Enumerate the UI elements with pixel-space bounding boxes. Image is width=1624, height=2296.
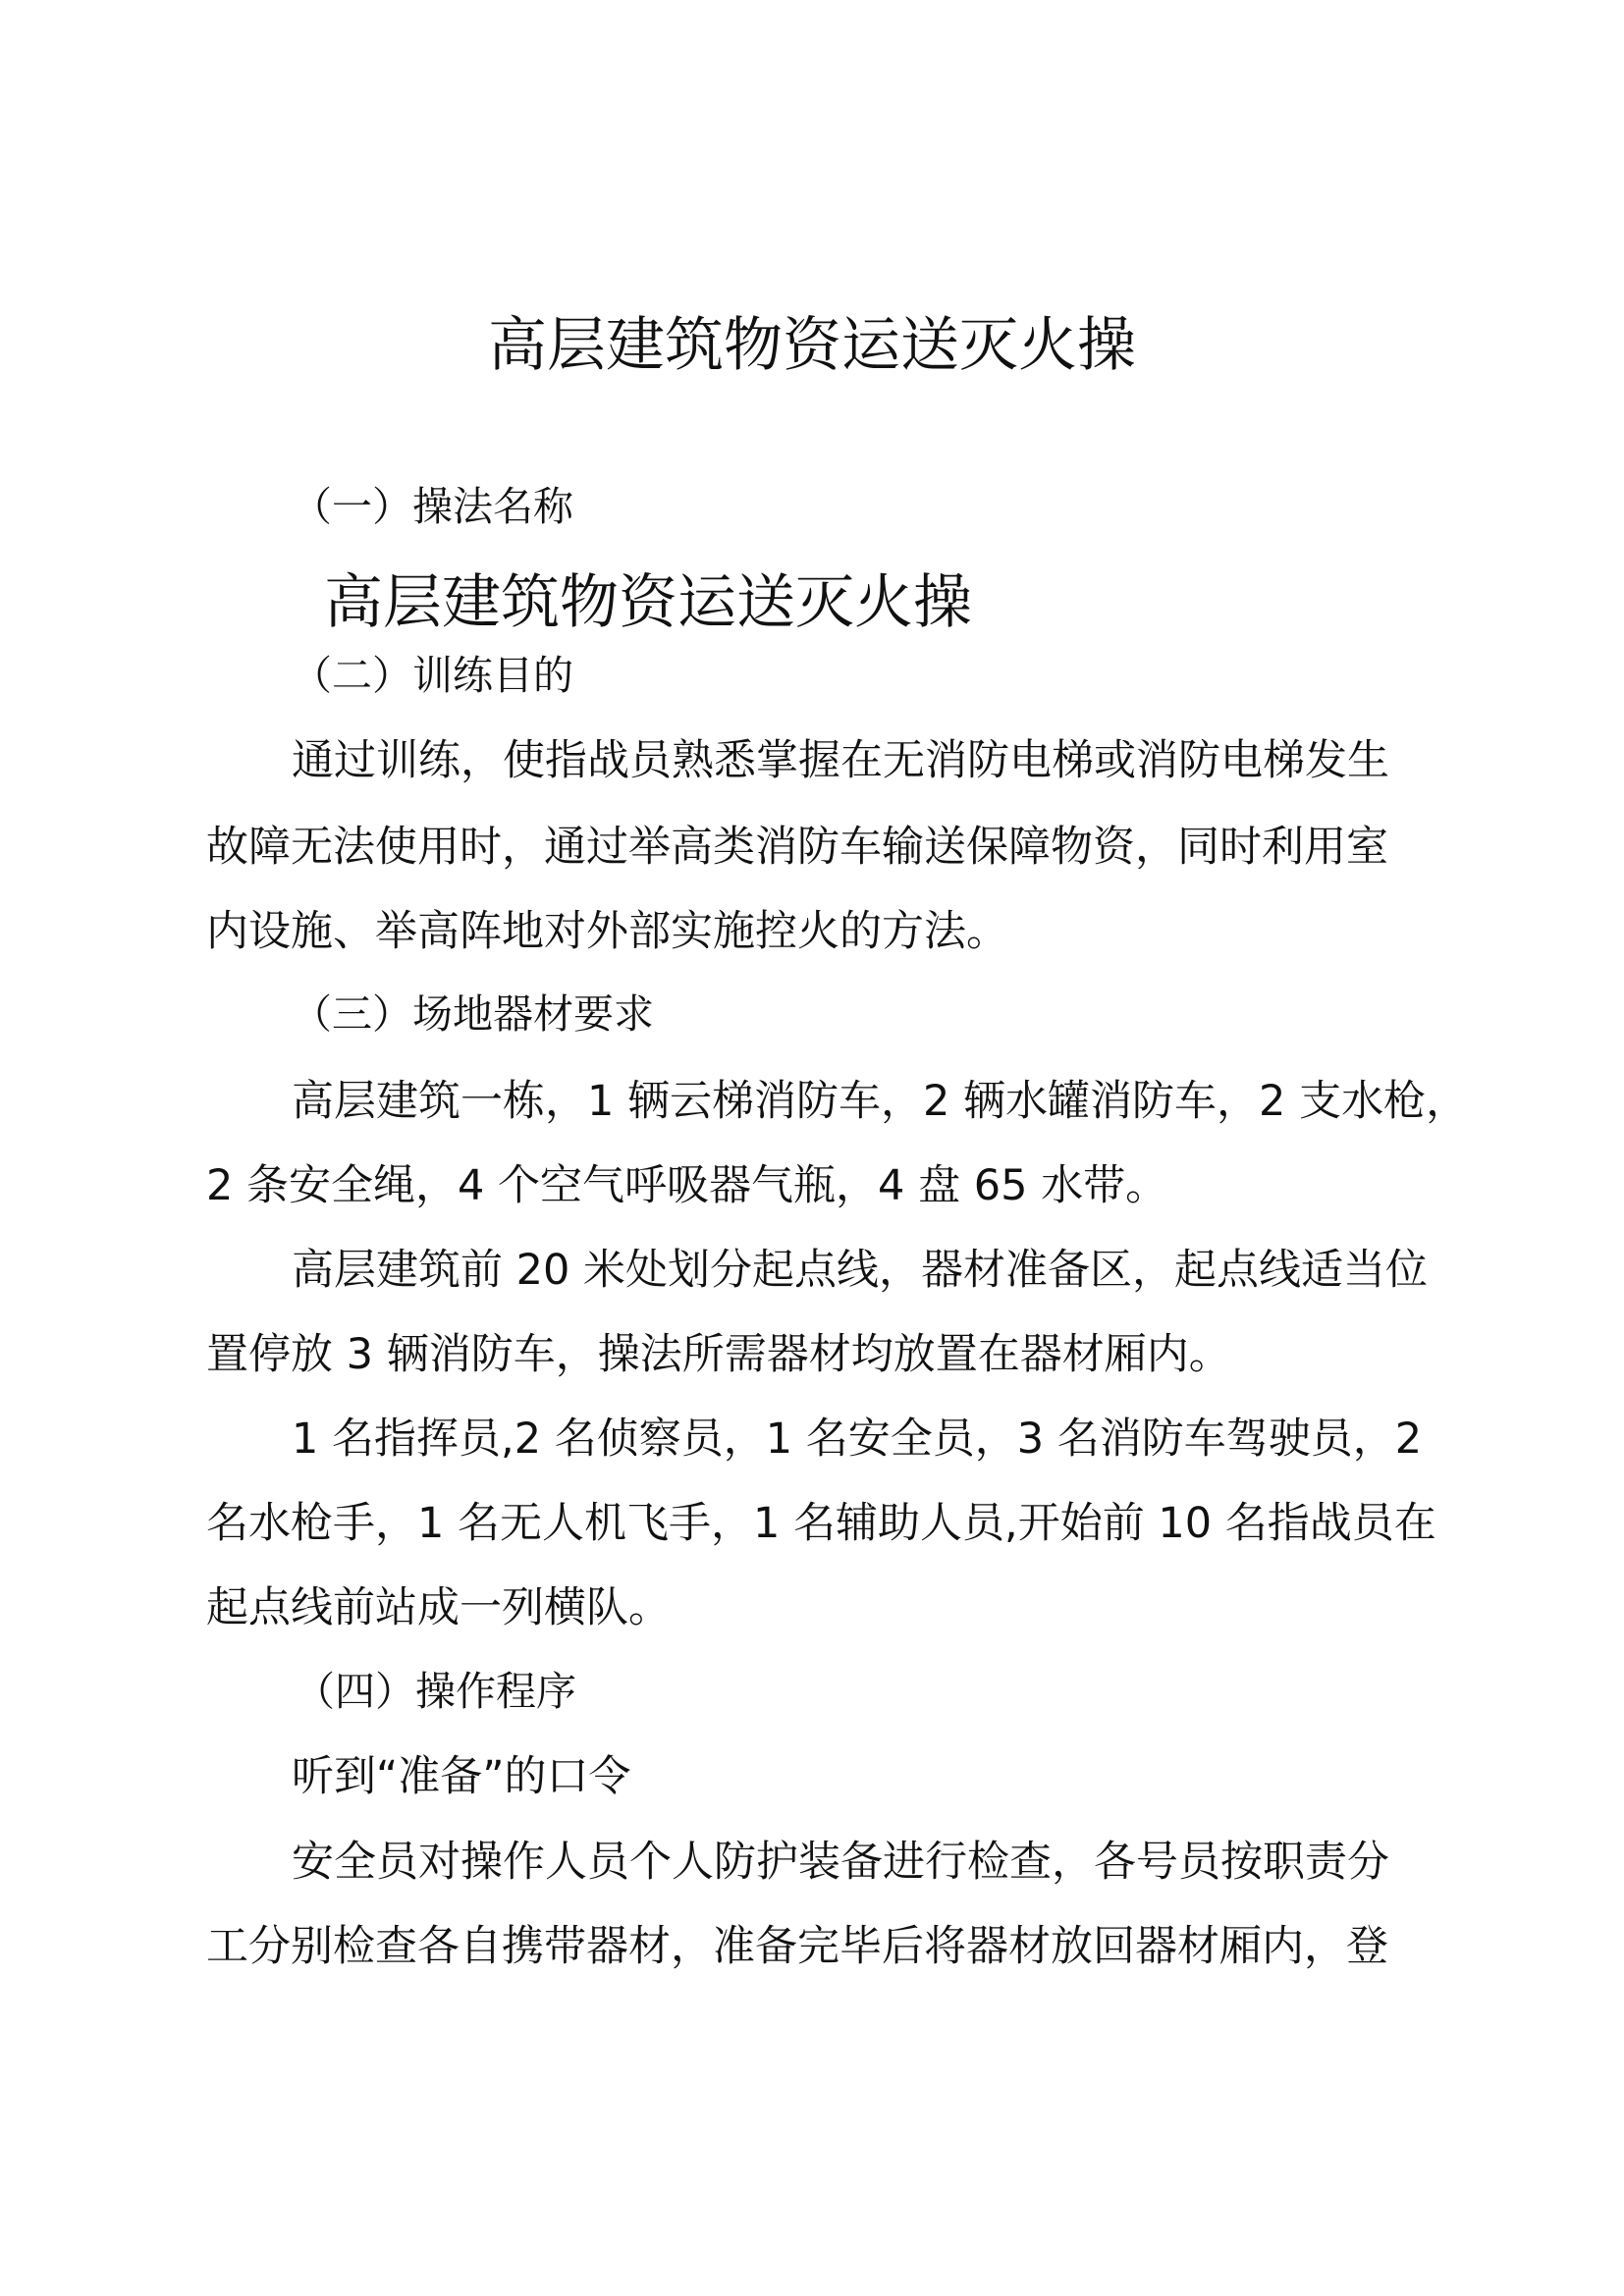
section-heading-1: （一）操法名称: [292, 483, 573, 530]
paragraph-line: 高层建筑前 20 米处划分起点线，器材准备区，起点线适当位: [292, 1246, 1429, 1295]
section-heading-2: （二）训练目的: [292, 652, 573, 699]
drill-name: 高层建筑物资运送灭火操: [324, 568, 972, 637]
paragraph-line: 2 条安全绳，4 个空气呼吸器气瓶，4 盘 65 水带。: [206, 1161, 1168, 1210]
paragraph-line: 安全员对操作人员个人防护装备进行检查，各号员按职责分: [292, 1838, 1389, 1887]
paragraph-line: 名水枪手，1 名无人机飞手，1 名辅助人员,开始前 10 名指战员在: [206, 1499, 1436, 1548]
document-title: 高层建筑物资运送灭火操: [488, 311, 1136, 380]
paragraph-line: 故障无法使用时，通过举高类消防车输送保障物资，同时利用室: [206, 823, 1388, 872]
paragraph-line: 置停放 3 辆消防车，操法所需器材均放置在器材厢内。: [206, 1330, 1231, 1379]
section-heading-3: （三）场地器材要求: [292, 990, 654, 1038]
paragraph-line: 工分别检查各自携带器材，准备完毕后将器材放回器材厢内，登: [206, 1922, 1388, 1971]
paragraph-line: 通过训练，使指战员熟悉掌握在无消防电梯或消防电梯发生: [292, 736, 1389, 785]
paragraph-line: 听到“准备”的口令: [292, 1752, 631, 1801]
section-heading-4: （四）操作程序: [295, 1668, 576, 1715]
paragraph-line: 起点线前站成一列横队。: [206, 1583, 671, 1632]
paragraph-line: 1 名指挥员,2 名侦察员，1 名安全员，3 名消防车驾驶员，2: [292, 1415, 1423, 1464]
paragraph-line: 高层建筑一栋，1 辆云梯消防车，2 辆水罐消防车，2 支水枪，: [292, 1077, 1469, 1126]
paragraph-line: 内设施、举高阵地对外部实施控火的方法。: [206, 907, 1008, 956]
